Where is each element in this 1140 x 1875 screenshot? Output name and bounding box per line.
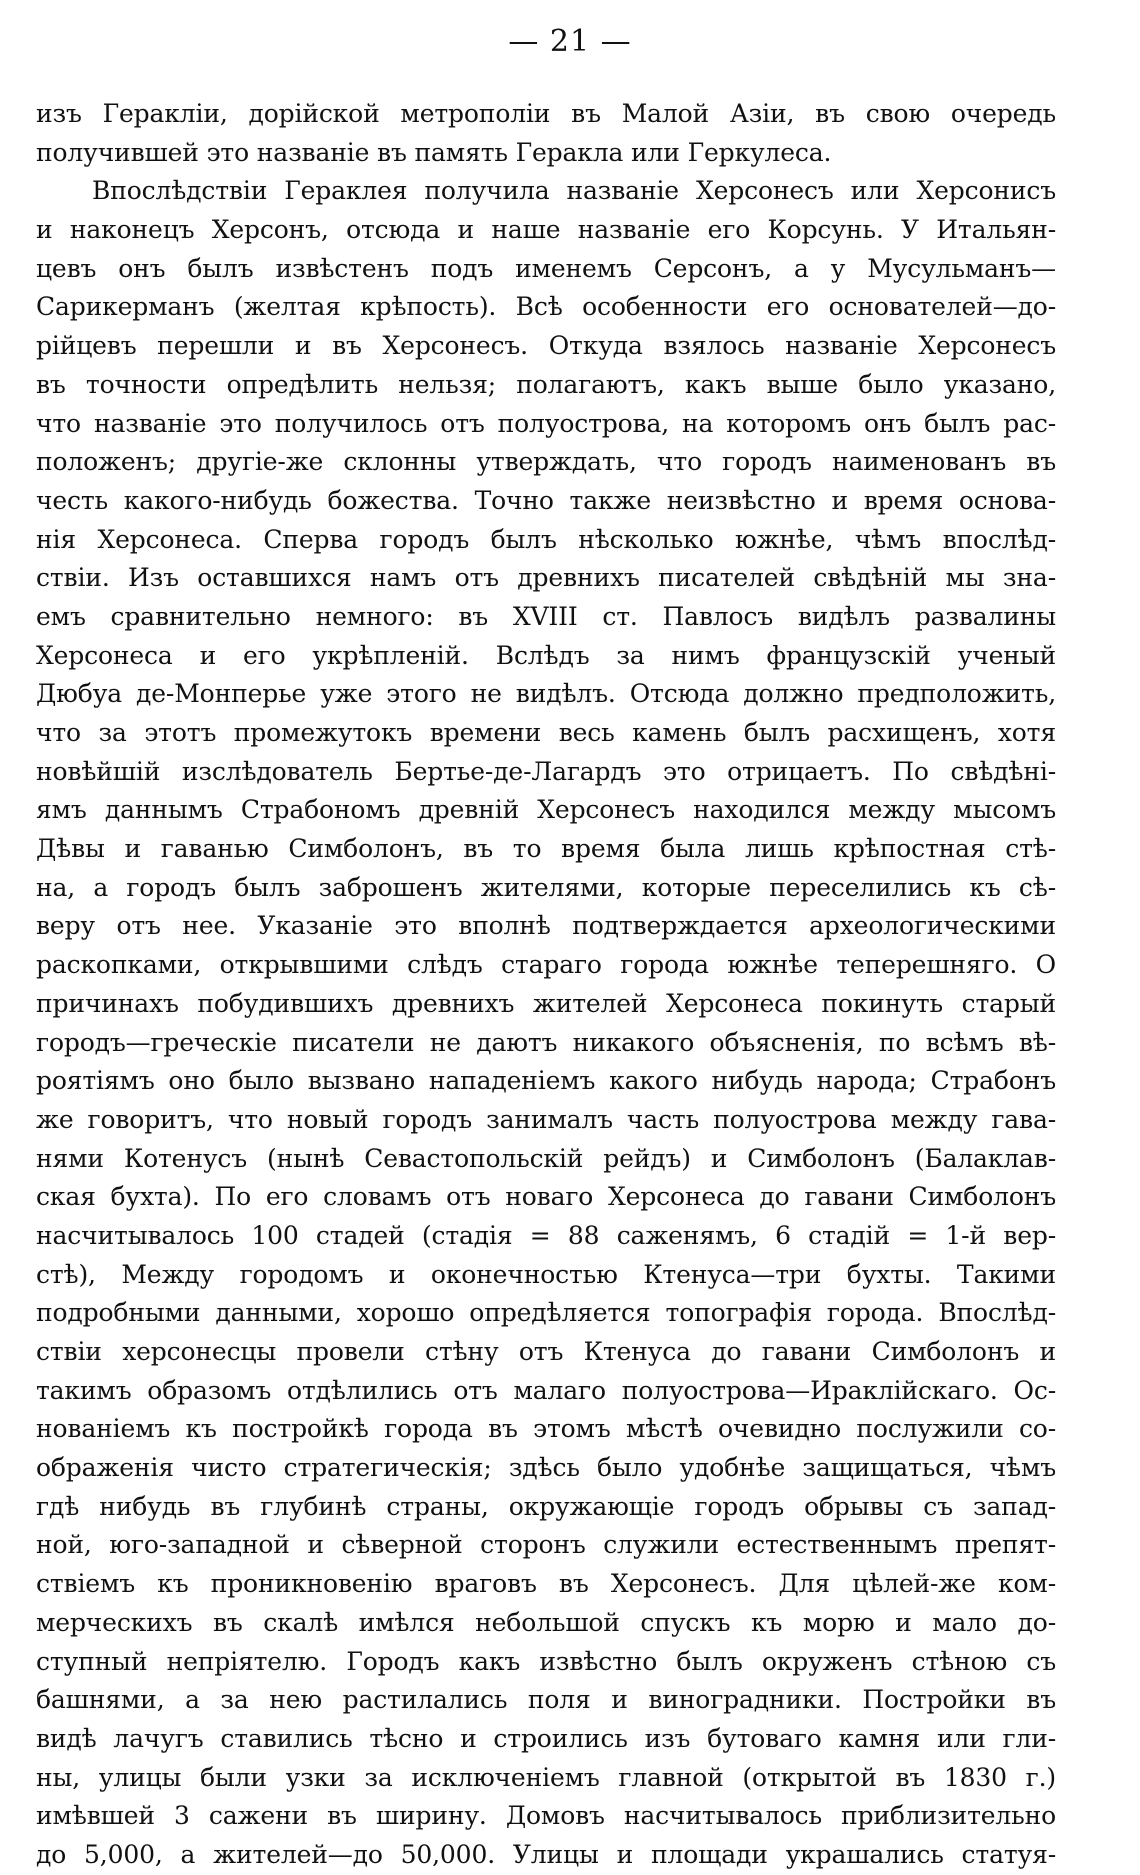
text-line: положенъ; другіе-же склонны утверждать, что городъ наименованъ въ <box>36 447 1056 477</box>
text-line: на, а городъ былъ заброшенъ жителями, которые переселились къ сѣ- <box>36 872 1056 902</box>
text-line: ствіемъ къ проникновенію враговъ въ Херсонесъ. Для цѣлей-же ком- <box>36 1569 1056 1599</box>
text-line: ны, улицы были узки за исключеніемъ главной (открытой въ 1830 г.) <box>36 1762 1056 1792</box>
text-line: что названіе это получилось отъ полуострова, на которомъ онъ былъ рас- <box>36 408 1056 438</box>
text-line: что за этотъ промежутокъ времени весь камень былъ расхищенъ, хотя <box>36 718 1056 747</box>
text-line: ной, юго-западной и сѣверной сторонъ служили естественнымъ препят- <box>36 1530 1056 1560</box>
text-line: новѣйшій изслѣдователь Бертье-де-Лагардъ это отрицаетъ. По свѣдѣні- <box>36 756 1056 786</box>
text-line: получившей это названіе въ память Геракла или Геркулеса. <box>36 137 832 167</box>
text-line: ствіи херсонесцы провели стѣну отъ Ктенуса до гавани Симболонъ и <box>36 1337 1056 1366</box>
text-line: городъ—греческіе писатели не даютъ никакого объясненія, по всѣмъ вѣ- <box>36 1027 1056 1057</box>
text-line: видѣ лачугъ ставились тѣсно и строились изъ бутоваго камня или гли- <box>36 1723 1056 1753</box>
text-line: рійцевъ перешли и въ Херсонесъ. Откуда взялось названіе Херсонесъ <box>36 331 1056 361</box>
text-line: Дюбуа де-Монперье уже этого не видѣлъ. Отсюда должно предположить, <box>36 679 1056 709</box>
text-line: емъ сравнительно немного: въ XVIII ст. Павлосъ видѣлъ развалины <box>36 601 1056 631</box>
text-line: нованіемъ къ постройкѣ города въ этомъ мѣстѣ очевидно послужили со- <box>36 1414 1056 1444</box>
text-line: нями Котенусъ (нынѣ Севастопольскій рейдъ) и Симболонъ (Балаклав- <box>36 1143 1056 1173</box>
text-line: подробными данными, хорошо опредѣляется топографія города. Впослѣд- <box>36 1298 1056 1328</box>
text-line: такимъ образомъ отдѣлились отъ малаго полуострова—Ираклійскаго. Ос- <box>36 1375 1056 1405</box>
text-line: честь какого-нибудь божества. Точно также неизвѣстно и время основа- <box>36 485 1056 515</box>
text-line: въ точности опредѣлить нельзя; полагаютъ, какъ выше было указано, <box>36 369 1056 399</box>
text-line: стѣ), Между городомъ и оконечностью Ктенуса—три бухты. Такими <box>36 1259 1056 1289</box>
text-line: раскопками, открывшими слѣдъ стараго города южнѣе теперешняго. О <box>36 950 1056 980</box>
text-line: ствіи. Изъ оставшихся намъ отъ древнихъ писателей свѣдѣній мы зна- <box>36 563 1056 593</box>
text-line: изъ Геракліи, дорійской метрополіи въ Малой Азіи, въ свою очередь <box>36 99 1056 128</box>
text-line: Херсонеса и его укрѣпленій. Вслѣдъ за нимъ французскій ученый <box>36 640 1056 670</box>
text-line: цевъ онъ былъ извѣстенъ подъ именемъ Серсонъ, а у Мусульманъ— <box>36 253 1056 283</box>
text-line: насчитывалось 100 стадей (стадія = 88 саженямъ, 6 стадій = 1-й вер- <box>36 1220 1056 1250</box>
text-line: Сарикерманъ (желтая крѣпость). Всѣ особенности его основателей—до- <box>36 292 1056 322</box>
text-line: Впослѣдствіи Гераклея получила названіе Херсонесъ или Херсонисъ <box>92 176 1056 206</box>
text-line: ямъ даннымъ Страбономъ древній Херсонесъ находился между мысомъ <box>36 795 1056 825</box>
text-line: ображенія чисто стратегическія; здѣсь было удобнѣе защищаться, чѣмъ <box>36 1453 1056 1483</box>
text-line: мерческихъ въ скалѣ имѣлся небольшой спускъ къ морю и мало до- <box>36 1607 1056 1637</box>
page-number: — 21 — <box>508 24 632 59</box>
text-line: и наконецъ Херсонъ, отсюда и наше названіе его Корсунь. У Итальян- <box>36 215 1056 245</box>
body-text <box>36 95 1056 1875</box>
text-line: ская бухта). По его словамъ отъ новаго Херсонеса до гавани Симболонъ <box>36 1182 1056 1212</box>
text-line: веру отъ нее. Указаніе это вполнѣ подтверждается археологическими <box>36 911 1056 941</box>
text-line: же говоритъ, что новый городъ занималъ часть полуострова между гава- <box>36 1104 1056 1134</box>
text-line: гдѣ нибудь въ глубинѣ страны, окружающіе городъ обрывы съ запад- <box>36 1491 1056 1521</box>
text-line: имѣвшей 3 сажени въ ширину. Домовъ насчитывалось приблизительно <box>36 1801 1056 1831</box>
text-line: башнями, а за нею растилались поля и виноградники. Постройки въ <box>36 1685 1056 1715</box>
text-line: Дѣвы и гаванью Симболонъ, въ то время была лишь крѣпостная стѣ- <box>36 834 1056 864</box>
text-line: роятіямъ оно было вызвано нападеніемъ какого нибудь народа; Страбонъ <box>36 1066 1056 1096</box>
text-line: ступный непріятелю. Городъ какъ извѣстно былъ окруженъ стѣною съ <box>36 1646 1056 1676</box>
text-line: причинахъ побудившихъ древнихъ жителей Херсонеса покинуть старый <box>36 988 1056 1018</box>
text-line: до 5,000, а жителей—до 50,000. Улицы и площади украшались статуя- <box>36 1839 1056 1869</box>
text-line: нія Херсонеса. Сперва городъ былъ нѣсколько южнѣе, чѣмъ впослѣд- <box>36 524 1056 554</box>
